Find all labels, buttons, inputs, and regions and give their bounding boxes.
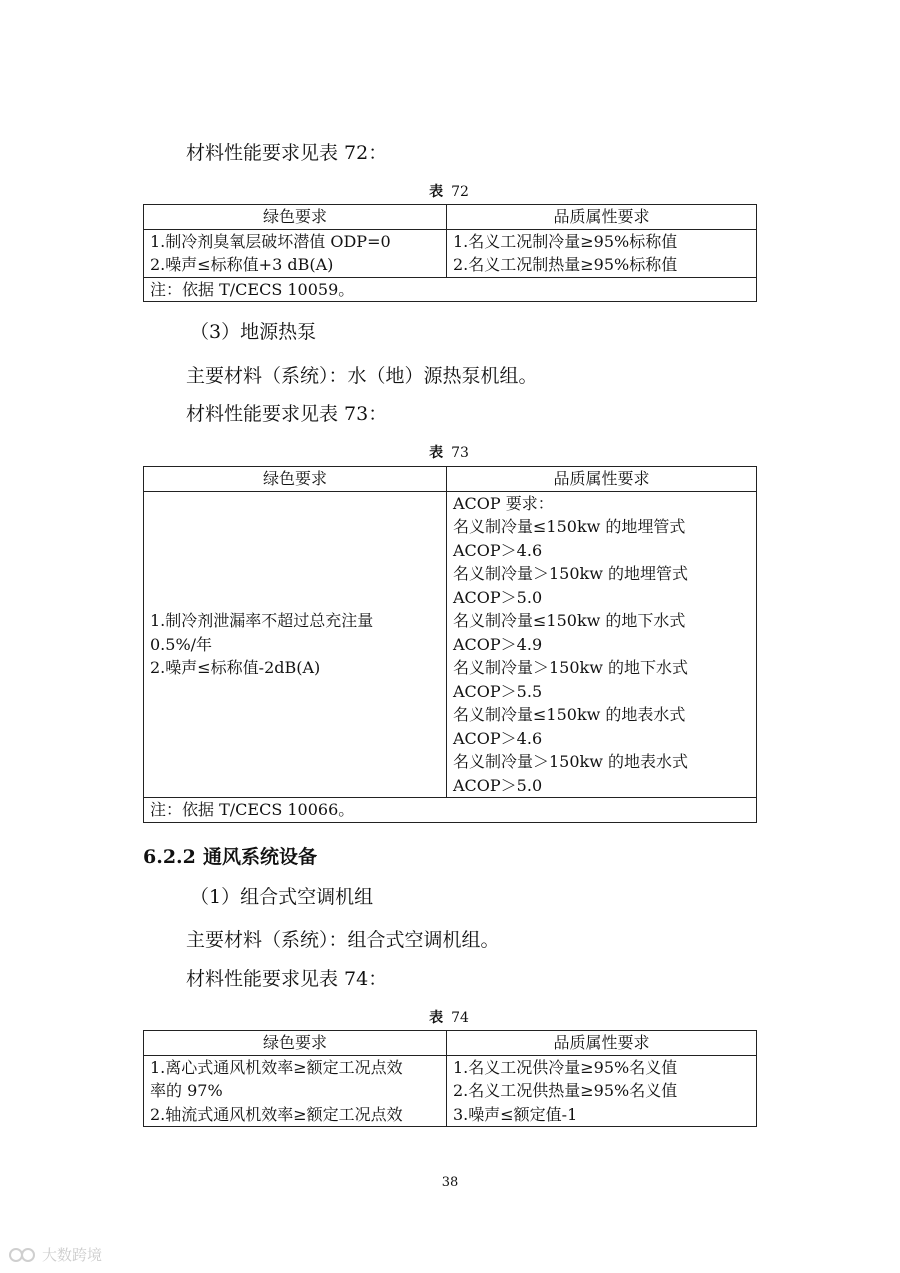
table74-green-line: 2.轴流式通风机效率≥额定工况点效 (150, 1104, 403, 1124)
table72-green-line: 2.噪声≤标称值+3 dB(A) (150, 255, 334, 274)
watermark (8, 1244, 102, 1265)
table73-header-quality: 品质属性要求 (447, 467, 757, 492)
table74-body-row (144, 1055, 757, 1127)
paragraph-table74-ref: 材料性能要求见表 74： (186, 968, 388, 990)
table73-quality-line: 名义制冷量≤150kw 的地下水式 (453, 611, 686, 630)
table73-header-row (144, 467, 757, 492)
table73-quality-line: 名义制冷量≤150kw 的地表水式 (453, 705, 686, 724)
table73-caption-label: 表 (429, 445, 444, 461)
table73-quality-line: ACOP＞4.9 (453, 634, 543, 654)
table73-green-line: 0.5%/年 (150, 634, 213, 654)
table72-header-green: 绿色要求 (144, 205, 447, 230)
table74-caption-number: 74 (451, 1010, 469, 1026)
table74-green-line: 1.离心式通风机效率≥额定工况点效 (150, 1057, 403, 1077)
table73-quality-line: ACOP＞5.5 (453, 681, 543, 701)
paragraph-table72-ref: 材料性能要求见表 72： (186, 142, 388, 164)
paragraph-table73-ref: 材料性能要求见表 73： (186, 403, 388, 425)
table73-green-line: 1.制冷剂泄漏率不超过总充注量 (150, 611, 374, 630)
table72-quality-line: 1.名义工况制冷量≥95%标称值 (453, 231, 678, 251)
subheading-air-handling-unit: （1）组合式空调机组 (190, 886, 374, 908)
table73-quality-cell (447, 491, 757, 798)
table73-header-green: 绿色要求 (144, 467, 447, 492)
table74-header-row (144, 1031, 757, 1056)
watermark-logo-icon (8, 1246, 38, 1264)
table74-caption-label: 表 (429, 1010, 444, 1026)
table72-body-row (144, 229, 757, 277)
table73-body-row (144, 491, 757, 798)
table73-quality-line: 名义制冷量＞150kw 的地表水式 (453, 752, 689, 771)
table74-header-quality: 品质属性要求 (447, 1031, 757, 1056)
table74-quality-line: 1.名义工况供冷量≥95%名义值 (453, 1057, 678, 1077)
watermark-text: 大数跨境 (42, 1246, 103, 1264)
table73-green-line: 2.噪声≤标称值-2dB(A) (150, 658, 321, 677)
table72-caption-number: 72 (451, 184, 469, 200)
paragraph-main-material-ahu: 主要材料（系统）：组合式空调机组。 (186, 929, 500, 951)
table72-caption (143, 183, 755, 201)
table73-note: 注：依据 T/CECS 10066。 (144, 798, 757, 823)
table73-quality-line: 名义制冷量＞150kw 的地下水式 (453, 658, 689, 677)
table72-green-cell (144, 229, 447, 277)
paragraph-main-material-heat-pump: 主要材料（系统）：水（地）源热泵机组。 (186, 365, 538, 387)
table72-quality-line: 2.名义工况制热量≥95%标称值 (453, 255, 678, 274)
table72-header-row (144, 205, 757, 230)
section-title: 通风系统设备 (203, 846, 318, 868)
table73-quality-line: 名义制冷量≤150kw 的地埋管式 (453, 517, 686, 536)
section-number: 6.2.2 (143, 846, 196, 868)
table72-note-row (144, 277, 757, 302)
table73-note-row (144, 798, 757, 823)
section-heading (143, 845, 317, 869)
table72-header-quality: 品质属性要求 (447, 205, 757, 230)
table73-quality-line: ACOP＞4.6 (453, 728, 543, 748)
table73-quality-line: ACOP＞4.6 (453, 540, 543, 560)
table72-note: 注：依据 T/CECS 10059。 (144, 277, 757, 302)
table74-quality-line: 2.名义工况供热量≥95%名义值 (453, 1081, 678, 1100)
table73-caption-number: 73 (451, 445, 469, 461)
table73-quality-line: ACOP＞5.0 (453, 587, 543, 607)
table74-green-cell (144, 1055, 447, 1127)
table72-caption-label: 表 (429, 184, 444, 200)
table72-green-line: 1.制冷剂臭氧层破坏潜值 ODP=0 (150, 231, 391, 251)
table73-quality-line: 名义制冷量＞150kw 的地埋管式 (453, 564, 689, 583)
table73-green-cell (144, 491, 447, 798)
table-73 (143, 466, 757, 823)
table73-quality-line: ACOP＞5.0 (453, 775, 543, 795)
subheading-ground-source-heat-pump: （3）地源热泵 (190, 321, 317, 343)
table72-quality-cell (447, 229, 757, 277)
table74-header-green: 绿色要求 (144, 1031, 447, 1056)
table74-green-line: 率的 97% (150, 1081, 223, 1100)
table74-caption (143, 1009, 755, 1027)
page-number: 38 (441, 1175, 459, 1190)
table73-caption (143, 444, 755, 462)
table-74 (143, 1030, 757, 1127)
table74-quality-cell (447, 1055, 757, 1127)
table73-quality-line: ACOP 要求： (453, 493, 554, 513)
table-72 (143, 204, 757, 302)
table74-quality-line: 3.噪声≤额定值-1 (453, 1104, 578, 1124)
